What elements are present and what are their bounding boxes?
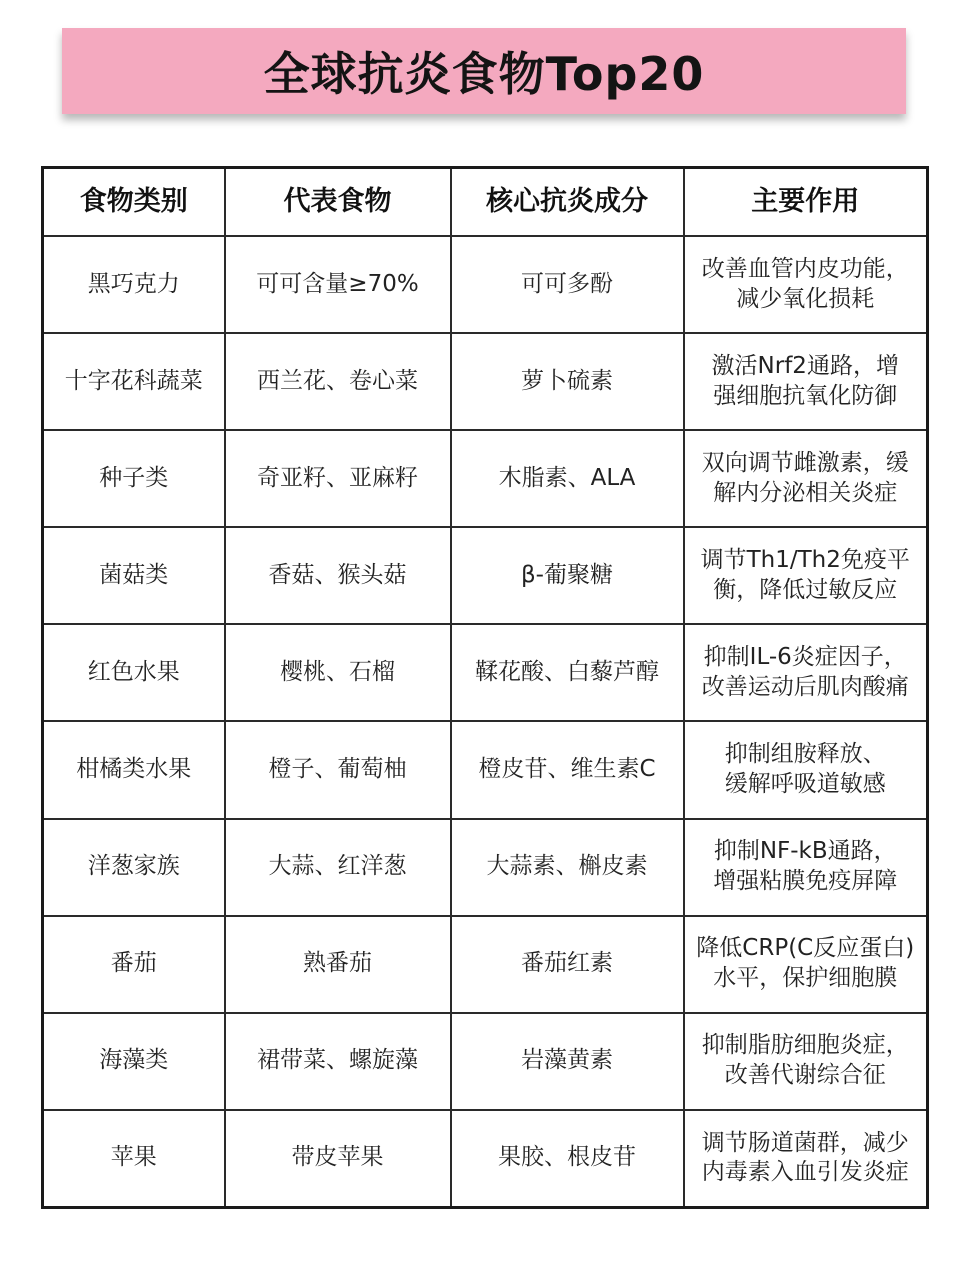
anti-inflammatory-food-table [41,166,929,1209]
cell-category: 柑橘类水果 [43,721,225,818]
cell-foods: 奇亚籽、亚麻籽 [225,430,451,527]
effect-line: 双向调节雌激素，缓 [701,449,909,476]
table-row [43,721,928,818]
cell-foods: 裙带菜、螺旋藻 [225,1013,451,1110]
title-banner [62,28,906,114]
effect-line: 内毒素入血引发炎症 [701,1159,909,1186]
cell-category: 海藻类 [43,1013,225,1110]
effect-line: 改善血管内皮功能， [701,255,909,282]
effect-line: 调节肠道菌群，减少 [701,1129,909,1156]
effect-line: 降低CRP(C反应蛋白) [696,935,915,962]
effect-line: 增强粘膜免疫屏障 [713,868,898,895]
cell-effect [684,333,928,430]
cell-component: 鞣花酸、白藜芦醇 [451,624,684,721]
cell-effect [684,430,928,527]
cell-foods: 带皮苹果 [225,1110,451,1208]
table-row [43,1013,928,1110]
effect-line: 衡，降低过敏反应 [713,576,898,603]
cell-category: 十字花科蔬菜 [43,333,225,430]
cell-component: 木脂素、ALA [451,430,684,527]
cell-effect [684,1110,928,1208]
cell-foods: 橙子、葡萄柚 [225,721,451,818]
cell-effect [684,624,928,721]
table-row [43,819,928,916]
cell-component: 番茄红素 [451,916,684,1013]
cell-category: 种子类 [43,430,225,527]
cell-foods: 大蒜、红洋葱 [225,819,451,916]
cell-component: 萝卜硫素 [451,333,684,430]
table-row [43,527,928,624]
cell-category: 菌菇类 [43,527,225,624]
cell-effect [684,721,928,818]
cell-component: 橙皮苷、维生素C [451,721,684,818]
table-row [43,333,928,430]
effect-line: 改善运动后肌肉酸痛 [701,673,909,700]
table-row [43,430,928,527]
effect-line: 抑制脂肪细胞炎症， [701,1032,909,1059]
cell-component: 大蒜素、槲皮素 [451,819,684,916]
cell-category: 苹果 [43,1110,225,1208]
effect-line: 抑制NF-kB通路， [713,838,897,865]
effect-line: 抑制IL-6炎症因子， [703,644,907,671]
cell-foods: 樱桃、石榴 [225,624,451,721]
effect-line: 减少氧化损耗 [736,285,875,312]
table-row [43,624,928,721]
cell-category: 黑巧克力 [43,236,225,333]
cell-effect [684,819,928,916]
cell-category: 洋葱家族 [43,819,225,916]
table-row [43,916,928,1013]
header-component: 核心抗炎成分 [451,168,684,237]
cell-component: 可可多酚 [451,236,684,333]
cell-effect [684,527,928,624]
cell-component: 岩藻黄素 [451,1013,684,1110]
effect-line: 缓解呼吸道敏感 [724,771,886,798]
table-row [43,236,928,333]
header-effect: 主要作用 [684,168,928,237]
effect-line: 强细胞抗氧化防御 [713,382,898,409]
effect-line: 解内分泌相关炎症 [713,479,898,506]
cell-effect [684,236,928,333]
cell-category: 红色水果 [43,624,225,721]
effect-line: 调节Th1/Th2免疫平 [700,546,910,573]
cell-foods: 香菇、猴头菇 [225,527,451,624]
effect-line: 激活Nrf2通路，增 [711,352,899,379]
table-header-row [43,168,928,237]
effect-line: 抑制组胺释放、 [724,741,886,768]
header-foods: 代表食物 [225,168,451,237]
effect-line: 改善代谢综合征 [724,1062,886,1089]
table-row [43,1110,928,1208]
cell-effect [684,1013,928,1110]
cell-component: 果胶、根皮苷 [451,1110,684,1208]
page-title: 全球抗炎食物Top20 [263,47,705,101]
effect-line: 水平，保护细胞膜 [713,965,898,992]
cell-effect [684,916,928,1013]
header-category: 食物类别 [43,168,225,237]
cell-foods: 西兰花、卷心菜 [225,333,451,430]
cell-component: β-葡聚糖 [451,527,684,624]
cell-foods: 可可含量≥70% [225,236,451,333]
cell-foods: 熟番茄 [225,916,451,1013]
cell-category: 番茄 [43,916,225,1013]
